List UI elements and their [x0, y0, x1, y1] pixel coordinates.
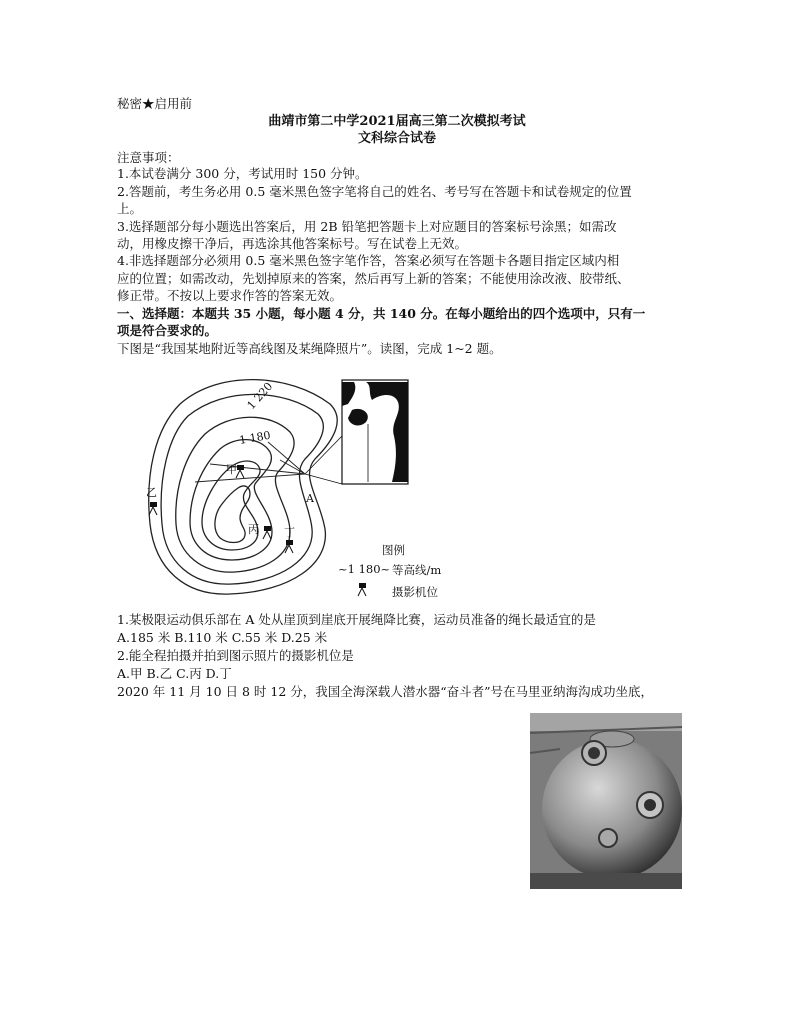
contour-map-figure — [140, 364, 460, 614]
question-1-stem: 1.某极限运动俱乐部在 A 处从崖顶到崖底开展绳降比赛，运动员准备的绳长最适宜的是 — [117, 612, 596, 627]
legend-contour-symbol: ~1 180~ — [338, 562, 391, 576]
note-line: 动，用橡皮擦干净后，再选涂其他答案标号。写在试卷上无效。 — [117, 236, 468, 251]
secret-label: 秘密★启用前 — [117, 96, 193, 111]
cliff-line — [195, 442, 305, 482]
rappel-photo-inset — [342, 380, 408, 484]
legend-contour-text: 等高线/m — [392, 563, 442, 577]
question-2-options: A.甲 B.乙 C.丙 D.丁 — [117, 666, 232, 681]
submersible-sphere-image — [530, 713, 682, 889]
note-line: 4.非选择题部分必须用 0.5 毫米黑色签字笔作答，答案必须写在答题卡各题目指定区域内相 — [117, 253, 620, 268]
section-heading-cont: 项是符合要求的。 — [117, 323, 218, 338]
contour-line — [215, 486, 250, 543]
camera-icon — [149, 502, 157, 515]
section-heading: 一、选择题：本题共 35 小题，每小题 4 分，共 140 分。在每小题给出的四个选项中，只有一 — [117, 306, 646, 321]
contour-label-inner: 1 180 — [238, 428, 272, 447]
camera-bing-label: 丙 — [248, 523, 259, 536]
camera-icon — [236, 465, 244, 478]
submersible-photo — [530, 713, 682, 889]
exam-title: 曲靖市第二中学2021届高三第二次模拟考试 — [268, 114, 526, 129]
question-2-stem: 2.能全程拍摄并拍到图示照片的摄影机位是 — [117, 648, 354, 663]
note-line: 修正带。不按以上要求作答的答案无效。 — [117, 288, 343, 303]
subject-title: 文科综合试卷 — [357, 131, 436, 146]
camera-jia-label: 甲 — [226, 463, 237, 476]
camera-ding-label: 丁 — [284, 526, 295, 539]
contour-line — [161, 394, 323, 584]
note-line: 上。 — [117, 201, 143, 216]
note-line: 2.答题前，考生务必用 0.5 毫米黑色签字笔将自己的姓名、考号写在答题卡和试卷规定的位置 — [117, 184, 632, 199]
legend-title: 图例 — [382, 543, 405, 557]
question-1-options: A.185 米 B.110 米 C.55 米 D.25 米 — [117, 630, 328, 645]
note-line: 1.本试卷满分 300 分，考试用时 150 分钟。 — [117, 166, 368, 181]
note-line: 应的位置；如需改动，先划掉原来的答案，然后再写上新的答案；不能使用涂改液、胶带纸、 — [117, 271, 630, 286]
point-a-label: A — [306, 492, 314, 505]
section-intro: 下图是“我国某地附近等高线图及某绳降照片”。读图，完成 1~2 题。 — [117, 341, 502, 356]
passage-line: 2020 年 11 月 10 日 8 时 12 分，我国全海深载人潜水器“奋斗者”号在马里亚纳海沟成功坐底， — [117, 684, 654, 699]
camera-icon — [263, 526, 271, 539]
notes-heading: 注意事项： — [117, 150, 180, 165]
legend-camera-text: 摄影机位 — [392, 585, 438, 599]
callout-line — [305, 436, 342, 474]
legend-camera-icon — [356, 582, 370, 598]
camera-yi-label: 乙 — [146, 486, 157, 499]
contour-label-outer: 1 220 — [244, 379, 276, 413]
note-line: 3.选择题部分每小题选出答案后，用 2B 铅笔把答题卡上对应题目的答案标号涂黑；如需改 — [117, 219, 617, 234]
